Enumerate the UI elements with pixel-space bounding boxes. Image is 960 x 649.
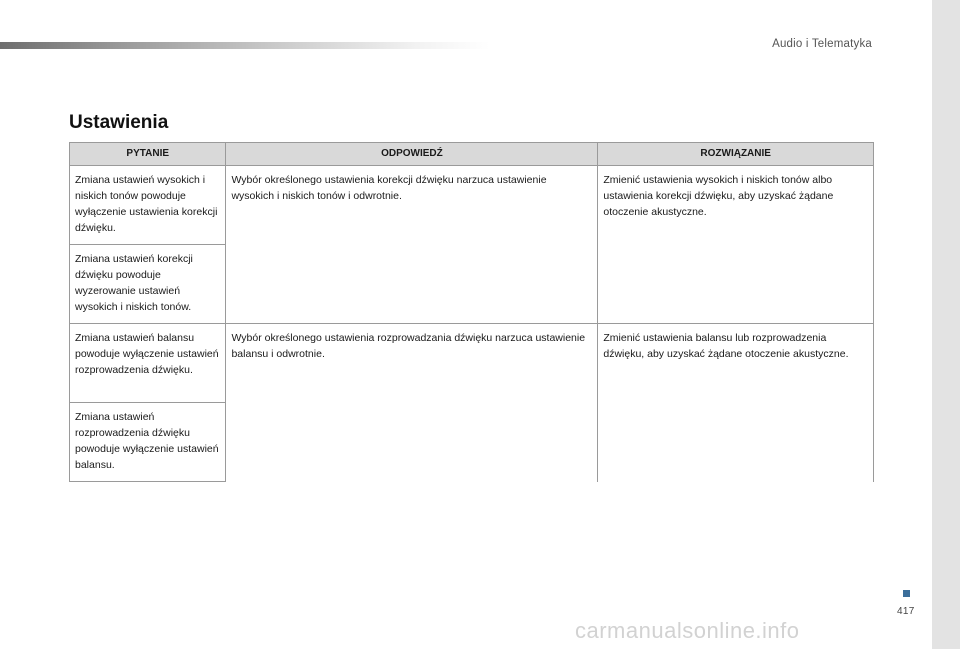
question-cell: Zmiana ustawień rozprowadzenia dźwięku powoduje wyłączenie ustawień balansu.: [70, 403, 226, 482]
answer-cell: Wybór określonego ustawienia korekcji dźwięku narzuca ustawienie wysokich i niskich tonów i odwrotnie.: [226, 166, 598, 324]
answer-cell: Wybór określonego ustawienia rozprowadzania dźwięku narzuca ustawienie balansu i odwrotnie.: [226, 324, 598, 482]
watermark: carmanualsonline.info: [575, 618, 800, 643]
page-number: 417: [897, 606, 915, 617]
column-header-question: PYTANIE: [70, 143, 226, 166]
table-row: [70, 324, 874, 403]
column-header-solution: ROZWIĄZANIE: [598, 143, 874, 166]
page-title: Ustawienia: [69, 112, 169, 133]
troubleshooting-table: [69, 142, 874, 482]
question-cell: Zmiana ustawień balansu powoduje wyłączenie ustawień rozprowadzenia dźwięku.: [70, 324, 226, 403]
page-edge-strip: [932, 0, 960, 649]
solution-cell: Zmienić ustawienia balansu lub rozprowadzenia dźwięku, aby uzyskać żądane otoczenie akustyczne.: [598, 324, 874, 482]
question-cell: Zmiana ustawień wysokich i niskich tonów powoduje wyłączenie ustawienia korekcji dźwięku.: [70, 166, 226, 245]
header-gradient-bar: [0, 42, 490, 49]
page-marker-square: [903, 590, 910, 597]
column-header-answer: ODPOWIEDŹ: [226, 143, 598, 166]
question-cell: Zmiana ustawień korekcji dźwięku powoduje wyzerowanie ustawień wysokich i niskich tonów.: [70, 245, 226, 324]
table-row: [70, 166, 874, 245]
solution-cell: Zmienić ustawienia wysokich i niskich tonów albo ustawienia korekcji dźwięku, aby uzyskać żądane otoczenie akustyczne.: [598, 166, 874, 324]
section-header: Audio i Telematyka: [772, 38, 872, 50]
table-header-row: [70, 143, 874, 166]
